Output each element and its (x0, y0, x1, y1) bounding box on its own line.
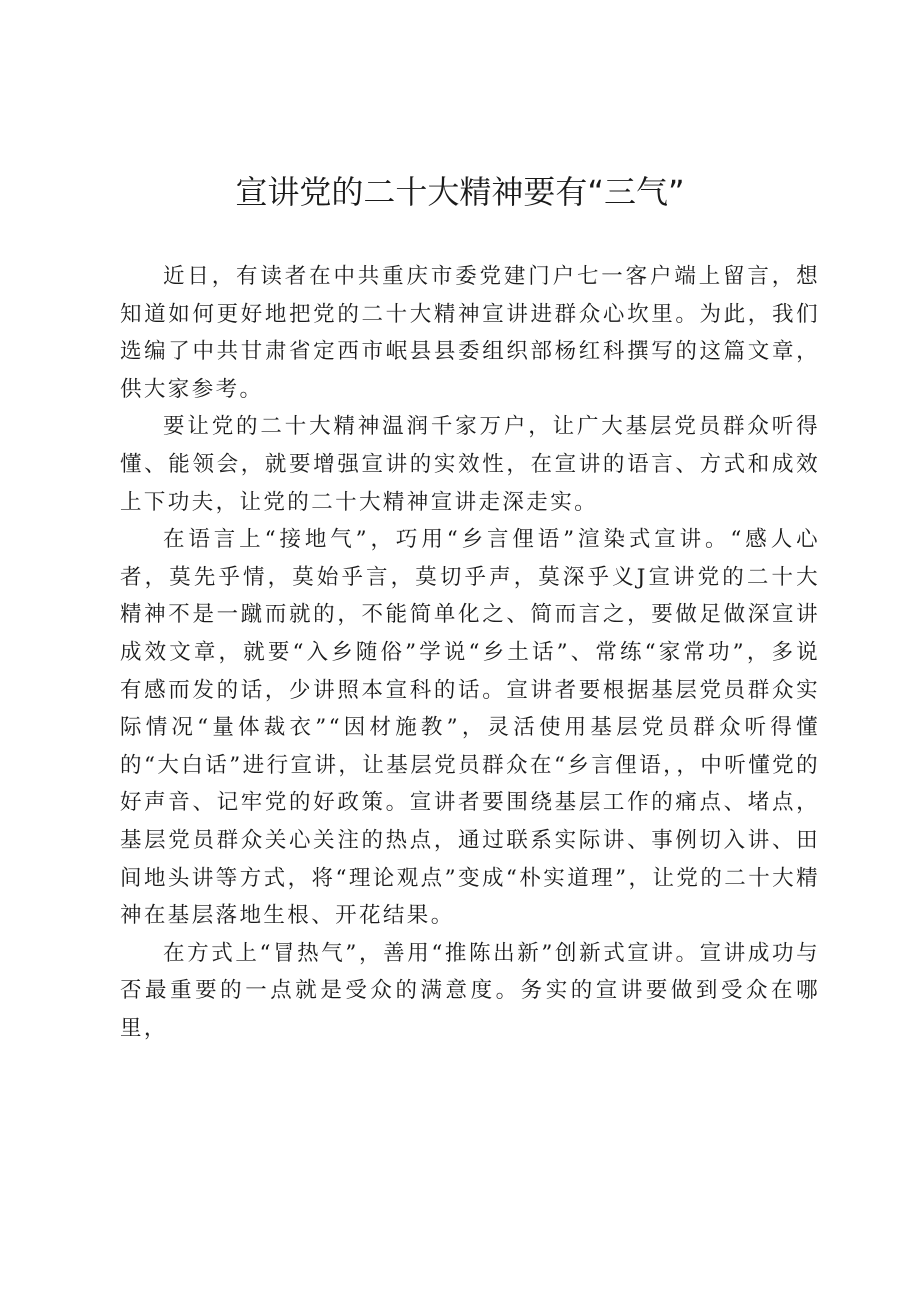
document-body (120, 258, 820, 1047)
paragraph-language: 在语言上“接地气”，巧用“乡言俚语”渲染式宣讲。“感人心者，莫先乎情，莫始乎言，莫切乎声，莫深乎义J宣讲党的二十大精神不是一蹴而就的，不能简单化之、简而言之，要做足做深宣讲成效文章，就要“入乡随俗”学说“乡土话”、常练“家常功”，多说有感而发的话，少讲照本宣科的话。宣讲者要根据基层党员群众实际情况“量体裁衣”“因材施教”，灵活使用基层党员群众听得懂的“大白话”进行宣讲，让基层党员群众在“乡言俚语，，中听懂党的好声音、记牢党的好政策。宣讲者要围绕基层工作的痛点、堵点，基层党员群众关心关注的热点，通过联系实际讲、事例切入讲、田间地头讲等方式，将“理论观点”变成“朴实道理”，让党的二十大精神在基层落地生根、开花结果。 (120, 527, 820, 929)
paragraph-method: 在方式上“冒热气”，善用“推陈出新”创新式宣讲。宣讲成功与否最重要的一点就是受众的满意度。务实的宣讲要做到受众在哪里， (120, 940, 820, 1041)
document-title: 宣讲党的二十大精神要有“三气” (235, 173, 685, 211)
paragraph-intro: 近日，有读者在中共重庆市委党建门户七一客户端上留言，想知道如何更好地把党的二十大精神宣讲进群众心坎里。为此，我们选编了中共甘肃省定西市岷县县委组织部杨红科撰写的这篇文章，供大家参考。 (120, 264, 820, 402)
paragraph-overview: 要让党的二十大精神温润千家万户，让广大基层党员群众听得懂、能领会，就要增强宣讲的实效性，在宣讲的语言、方式和成效上下功夫，让党的二十大精神宣讲走深走实。 (120, 414, 820, 515)
